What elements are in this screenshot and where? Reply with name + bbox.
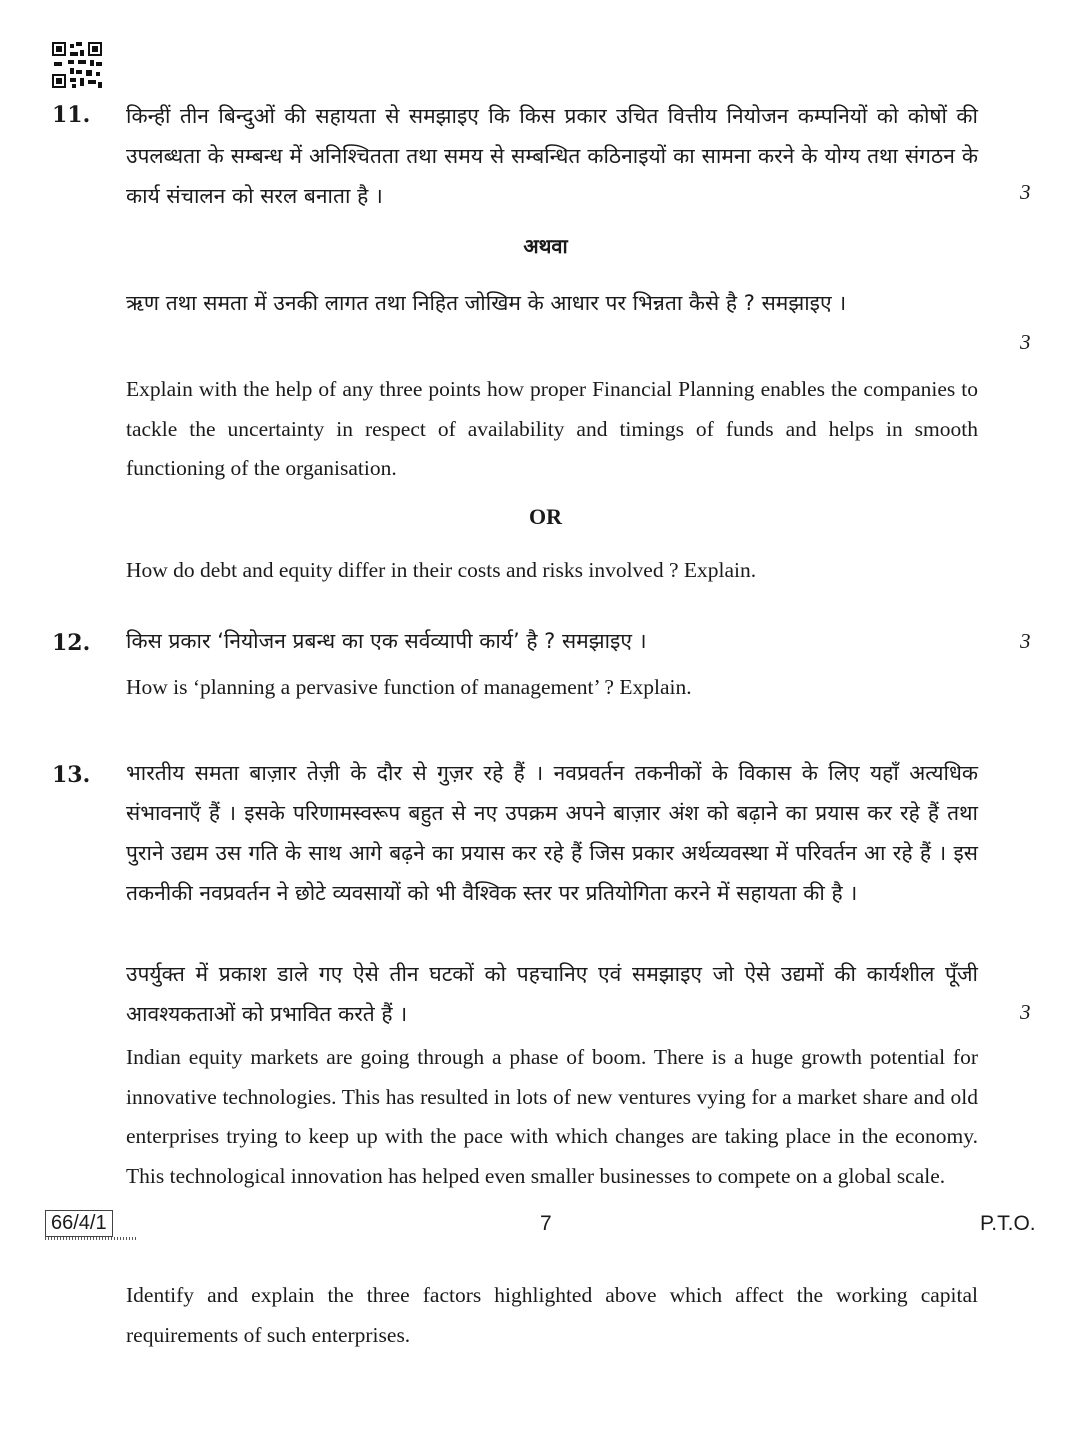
- question-text-hindi: उपर्युक्त में प्रकाश डाले गए ऐसे तीन घटकों को पहचानिए एवं समझाइए जो ऐसे उद्यमों की कार्यशील पूँजी आवश्यकताओं को प्रभावित करते हैं ।: [126, 962, 978, 1026]
- question-text-hindi: किस प्रकार ‘नियोजन प्रबन्ध का एक सर्वव्यापी कार्य’ है ? समझाइए ।: [126, 629, 647, 653]
- question-text-english: Identify and explain the three factors highlighted above which affect the working capital requirements of such enterprises.: [126, 1283, 978, 1347]
- alternate-question-english: How do debt and equity differ in their costs and risks involved ? Explain.: [126, 558, 757, 582]
- qr-code-icon: [52, 42, 102, 88]
- question-number: 13.: [52, 762, 91, 788]
- marks: 3: [1020, 180, 1031, 204]
- paper-code: 66/4/1: [45, 1210, 113, 1237]
- marks: 3: [1020, 629, 1031, 653]
- question-text-hindi: किन्हीं तीन बिन्दुओं की सहायता से समझाइए कि किस प्रकार उचित वित्तीय नियोजन कम्पनियों को कोषों की उपलब्धता के सम्बन्ध में अनिश्चितता तथा समय से सम्बन्धित कठिनाइयों का सामना करने के योग्य तथा संगठन के कार्य संचालन को सरल बनाता है ।: [126, 104, 978, 208]
- question-number: 11.: [52, 102, 91, 128]
- or-divider-hindi: अथवा: [523, 234, 568, 258]
- barcode-strip: [45, 1237, 137, 1240]
- alternate-question-hindi: ऋण तथा समता में उनकी लागत तथा निहित जोखिम के आधार पर भिन्नता कैसे है ? समझाइए ।: [126, 291, 847, 315]
- passage-hindi: भारतीय समता बाज़ार तेज़ी के दौर से गुज़र रहे हैं । नवप्रवर्तन तकनीकों के विकास के लिए यहाँ अत्यधिक संभावनाएँ हैं । इसके परिणामस्वरूप बहुत से नए उपक्रम अपने बाज़ार अंश को बढ़ाने का प्रयास कर रहे हैं तथा पुराने उद्यम उस गति के साथ आगे बढ़ने का प्रयास कर रहे हैं जिस प्रकार अर्थव्यवस्था में परिवर्तन आ रहे हैं । इस तकनीकी नवप्रवर्तन ने छोटे व्यवसायों को भी वैश्विक स्तर पर प्रतियोगिता करने में सहायता की है ।: [126, 761, 978, 905]
- question-number: 12.: [52, 630, 91, 656]
- marks: 3: [1020, 1000, 1031, 1024]
- page-number: 7: [540, 1212, 552, 1235]
- or-divider-english: OR: [529, 504, 562, 529]
- pto-label: P.T.O.: [980, 1212, 1036, 1235]
- question-text-english: How is ‘planning a pervasive function of management’ ? Explain.: [126, 675, 692, 699]
- question-text-english: Explain with the help of any three points how proper Financial Planning enables the companies to tackle the uncertainty in respect of availability and timings of funds and helps in smooth functioning of the organisation.: [126, 377, 978, 480]
- marks: 3: [1020, 330, 1031, 354]
- passage-english: Indian equity markets are going through a phase of boom. There is a huge growth potential for innovative technologies. This has resulted in lots of new ventures vying for a market share and old enterprises trying to keep up with the pace with which changes are taking place in the economy. This technological innovation has helped even smaller businesses to compete on a global scale.: [126, 1045, 978, 1188]
